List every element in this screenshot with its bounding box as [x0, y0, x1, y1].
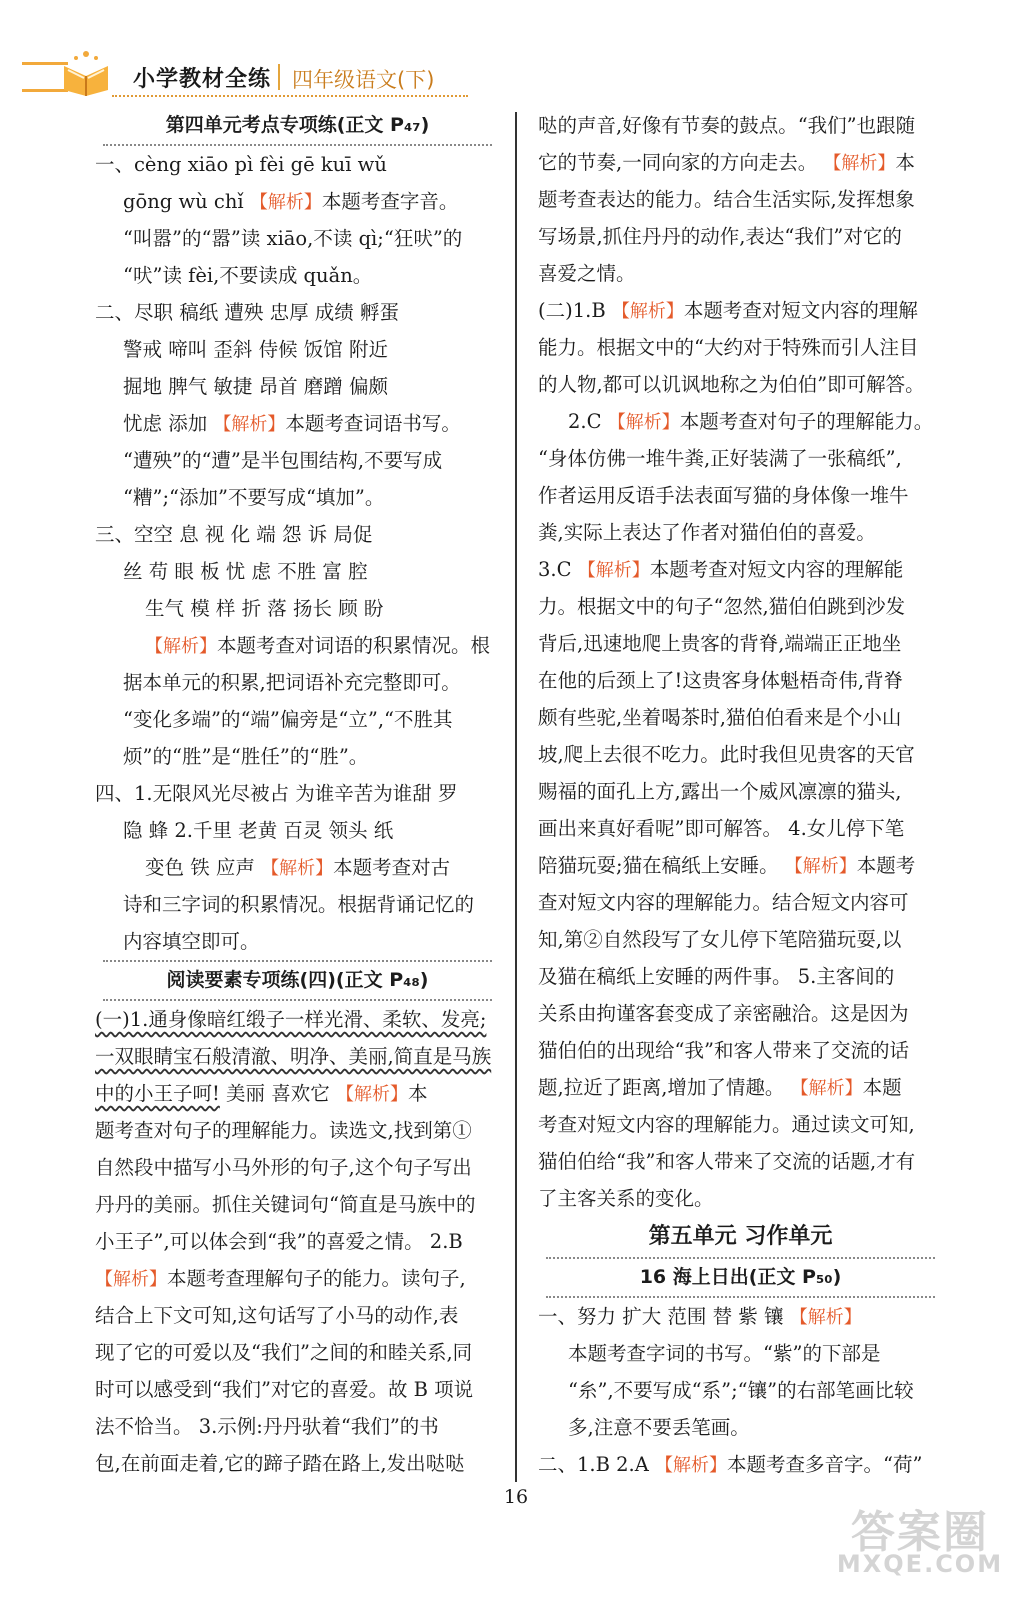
analysis-tag: 【解析】: [335, 1084, 408, 1105]
line-text: 喜爱之情。: [538, 262, 636, 285]
text-line: [95, 1186, 500, 1223]
analysis-text: 本题考查词语书写。: [285, 412, 461, 435]
text-line: [538, 625, 943, 662]
line-text: 3.C: [538, 558, 578, 581]
analysis-text: 本题考查对短文内容的理解能: [649, 558, 904, 581]
line-text: 查对短文内容的理解能力。结合短文内容可: [538, 891, 909, 914]
text-line: [538, 514, 943, 551]
text-line: [95, 1112, 500, 1149]
text-line: [95, 1297, 500, 1334]
analysis-text: 本题考查多音字。“荷”: [727, 1453, 923, 1476]
header-rule: [112, 95, 468, 97]
line-text: 坡,爬上去很不吃力。此时我但见贵客的天官: [538, 743, 915, 766]
text-line: [95, 294, 500, 331]
text-line: [95, 1371, 500, 1408]
text-line: [538, 810, 943, 847]
text-line: [538, 1069, 943, 1106]
text-line: [95, 146, 500, 183]
text-line: [95, 1001, 500, 1038]
line-text: 丝 苟 眼 板 忧 虑 不胜 富 腔: [123, 560, 368, 583]
text-line: [538, 1335, 943, 1372]
text-line: [538, 1032, 943, 1069]
line-text: 烦”的“胜”是“胜任”的“胜”。: [123, 745, 369, 768]
text-line: [538, 884, 943, 921]
line-text: 题,拉近了距离,增加了情趣。: [538, 1076, 791, 1099]
underlined-answer: 中的小王子呵!: [95, 1082, 220, 1105]
text-line: [95, 1038, 500, 1075]
section-title: [538, 1217, 943, 1257]
line-text: 了主客关系的变化。: [538, 1187, 714, 1210]
page-number: 16: [503, 1486, 529, 1508]
line-text: 写场景,抓住丹丹的动作,表达“我们”对它的: [538, 225, 902, 248]
column-divider: [515, 112, 517, 1482]
header-separator: [278, 64, 280, 90]
text-line: [538, 736, 943, 773]
text-line: [538, 773, 943, 810]
text-line: [95, 1223, 500, 1260]
text-line: [538, 921, 943, 958]
line-text: 变色 铁 应声: [145, 856, 262, 879]
text-line: [538, 440, 943, 477]
text-line: [538, 995, 943, 1032]
section-title: [546, 1257, 935, 1298]
series-title: 小学教材全练: [133, 67, 272, 92]
line-text: 时可以感受到“我们”对它的喜爱。故 B 项说: [95, 1378, 474, 1401]
text-line: [95, 775, 500, 812]
text-line: [538, 329, 943, 366]
text-line: [95, 738, 500, 775]
line-text: 颇有些驼,坐着喝茶时,猫伯伯看来是个小山: [538, 706, 902, 729]
analysis-tag: 【解析】: [611, 301, 684, 322]
line-text: gōng wù chǐ: [123, 190, 250, 213]
text-line: [95, 664, 500, 701]
text-line: [95, 701, 500, 738]
line-text: “吠”读 fèi,不要读成 quǎn。: [123, 264, 373, 287]
analysis-text: 本题考查对句子的理解能力。: [679, 410, 934, 433]
text-line: [95, 1334, 500, 1371]
text-line: [538, 1372, 943, 1409]
line-text: “遭殃”的“遭”是半包围结构,不要写成: [123, 449, 443, 472]
text-line: [95, 479, 500, 516]
text-line: [95, 1075, 500, 1112]
line-text: 作者运用反语手法表面写猫的身体像一堆牛: [538, 484, 909, 507]
line-text: “叫嚣”的“嚣”读 xiāo,不读 qì;“狂吠”的: [123, 227, 463, 250]
line-text: 16 海上日出(正文 P₅₀): [639, 1266, 842, 1288]
analysis-text: 本题考: [856, 854, 916, 877]
text-line: [538, 847, 943, 884]
text-line: [95, 812, 500, 849]
text-line: [538, 255, 943, 292]
line-text: 知,第②自然段写了女儿停下笔陪猫玩耍,以: [538, 928, 902, 951]
text-line: [95, 405, 500, 442]
line-text: 在他的后颈上了!这贵客身体魁梧奇伟,背脊: [538, 669, 904, 692]
right-column: [538, 107, 943, 1483]
analysis-text: 本: [895, 151, 915, 174]
text-line: [95, 590, 500, 627]
text-line: [95, 553, 500, 590]
line-text: 据本单元的积累,把词语补充完整即可。: [123, 671, 461, 694]
line-text: 阅读要素专项练(四)(正文 P₄₈): [166, 969, 429, 991]
line-text: 三、空空 息 视 化 端 怨 诉 局促: [95, 523, 373, 546]
line-text: 一、努力 扩大 范围 替 紫 镶: [538, 1305, 790, 1328]
line-text: “身体仿佛一堆牛粪,正好装满了一张稿纸”,: [538, 447, 902, 470]
analysis-tag: 【解析】: [213, 414, 286, 435]
text-line: [538, 292, 943, 329]
analysis-tag: 【解析】: [790, 1078, 863, 1099]
text-line: [95, 627, 500, 664]
text-line: [538, 366, 943, 403]
line-text: 赐福的面孔上方,露出一个威风凛凛的猫头,: [538, 780, 902, 803]
line-text: 猫伯伯给“我”和客人带来了交流的话题,才有: [538, 1150, 916, 1173]
line-text: 关系由拘谨客套变成了亲密融洽。这是因为: [538, 1002, 909, 1025]
text-line: [538, 699, 943, 736]
text-line: [95, 183, 500, 220]
line-text: 的人物,都可以讥讽地称之为伯伯”即可解答。: [538, 373, 925, 396]
text-line: [95, 220, 500, 257]
text-line: [95, 331, 500, 368]
line-text: 本题考查字词的书写。“紫”的下部是: [568, 1342, 881, 1365]
analysis-text: 本题考查对词语的积累情况。根: [217, 634, 491, 657]
text-line: [95, 886, 500, 923]
text-line: [95, 1260, 500, 1297]
text-line: [95, 368, 500, 405]
text-line: [95, 442, 500, 479]
line-text: 生气 模 样 折 落 扬长 顾 盼: [145, 597, 384, 620]
line-text: 自然段中描写小马外形的句子,这个句子写出: [95, 1156, 472, 1179]
text-line: [538, 1143, 943, 1180]
line-text: 隐 蜂 2.千里 老黄 百灵 领头 纸: [123, 819, 394, 842]
analysis-text: 本题考查字音。: [321, 190, 459, 213]
analysis-tag: 【解析】: [607, 412, 680, 433]
text-line: [538, 662, 943, 699]
watermark-url: MXQE.COM: [836, 1550, 1004, 1578]
text-line: [538, 958, 943, 995]
analysis-tag: 【解析】: [95, 1269, 167, 1290]
analysis-text: 本题: [862, 1076, 902, 1099]
line-text: (二)1.B: [538, 299, 612, 322]
line-text: 四、1.无限风光尽被占 为谁辛苦为谁甜 罗: [95, 782, 458, 805]
line-text: 警戒 啼叫 歪斜 侍候 饭馆 附近: [123, 338, 388, 361]
text-line: [538, 403, 943, 440]
line-text: 它的节奏,一同向家的方向走去。: [538, 151, 824, 174]
line-text: 力。根据文中的句子“忽然,猫伯伯跳到沙发: [538, 595, 906, 618]
analysis-tag: 【解析】: [261, 858, 334, 879]
text-line: [538, 107, 943, 144]
analysis-tag: 【解析】: [784, 856, 857, 877]
line-text: 及猫在稿纸上安睡的两件事。 5.主客间的: [538, 965, 895, 988]
analysis-text: 本题考查理解句子的能力。读句子,: [167, 1267, 466, 1290]
text-line: [95, 849, 500, 886]
line-text: 考查对短文内容的理解能力。通过读文可知,: [538, 1113, 915, 1136]
text-line: [538, 1446, 943, 1483]
page-header: [0, 0, 1032, 110]
line-text: 忧虑 添加: [123, 412, 214, 435]
line-text: 一、cèng xiāo pì fèi gē kuī wǔ: [95, 153, 387, 176]
line-text: 第五单元 习作单元: [648, 1224, 833, 1249]
text-line: [538, 551, 943, 588]
line-text: 小王子”,可以体会到“我”的喜爱之情。 2.B: [95, 1230, 463, 1253]
line-text: 陪猫玩耍;猫在稿纸上安睡。: [538, 854, 785, 877]
left-column: [95, 107, 500, 1482]
line-text: 内容填空即可。: [123, 930, 260, 953]
watermark-logo: [830, 1496, 1010, 1586]
analysis-tag: 【解析】: [145, 636, 217, 657]
text-line: [538, 1180, 943, 1217]
book-logo-icon: [58, 46, 114, 98]
line-text: 多,注意不要丢笔画。: [568, 1416, 750, 1439]
line-text: 猫伯伯的出现给“我”和客人带来了交流的话: [538, 1039, 909, 1062]
line-text: 结合上下文可知,这句话写了小马的动作,表: [95, 1304, 459, 1327]
analysis-text: 本题考查对短文内容的理解: [683, 299, 918, 322]
text-line: [95, 516, 500, 553]
line-text: 能力。根据文中的“大约对于特殊而引人注目: [538, 336, 919, 359]
underlined-answer: 一双眼睛宝石般清澈、明净、美丽,简直是马族: [95, 1045, 492, 1068]
line-text: 法不恰当。 3.示例:丹丹驮着“我们”的书: [95, 1415, 439, 1438]
line-text: 第四单元考点专项练(正文 P₄₇): [165, 114, 430, 136]
line-text: 掘地 脾气 敏捷 昂首 磨蹭 偏颇: [123, 375, 388, 398]
line-text: 诗和三字词的积累情况。根据背诵记忆的: [123, 893, 475, 916]
line-text: 哒的声音,好像有节奏的鼓点。“我们”也跟随: [538, 114, 916, 137]
text-line: [95, 1445, 500, 1482]
analysis-tag: 【解析】: [577, 560, 650, 581]
underlined-answer: (一)1.通身像暗红缎子一样光滑、柔软、发亮;: [95, 1008, 487, 1031]
text-line: [95, 1408, 500, 1445]
text-line: [538, 144, 943, 181]
line-text: 粪,实际上表达了作者对猫伯伯的喜爱。: [538, 521, 876, 544]
text-line: [538, 1409, 943, 1446]
text-line: [95, 1149, 500, 1186]
section-title: [103, 960, 492, 1001]
line-text: 现了它的可爱以及“我们”之间的和睦关系,同: [95, 1341, 473, 1364]
analysis-tag: 【解析】: [249, 192, 322, 213]
analysis-text: 本题考查对古: [333, 856, 451, 879]
text-line: [95, 257, 500, 294]
subject-label: 四年级语文(下): [292, 68, 435, 92]
line-text: 2.C: [568, 410, 608, 433]
line-text: 画出来真好看呢”即可解答。 4.女儿停下笔: [538, 817, 905, 840]
text-line: [538, 1106, 943, 1143]
text-line: [95, 923, 500, 960]
section-title: [103, 107, 492, 146]
line-text: 包,在前面走着,它的蹄子踏在路上,发出哒哒: [95, 1452, 465, 1475]
line-text: 背后,迅速地爬上贵客的背脊,端端正正地坐: [538, 632, 902, 655]
watermark-text: 答案圈: [851, 1507, 989, 1558]
line-text: “糸”,不要写成“系”;“镶”的右部笔画比较: [568, 1379, 914, 1402]
text-line: [538, 1298, 943, 1335]
line-text: 题考查表达的能力。结合生活实际,发挥想象: [538, 188, 915, 211]
line-text: 题考查对句子的理解能力。读选文,找到第①: [95, 1119, 472, 1142]
line-text: “变化多端”的“端”偏旁是“立”,“不胜其: [123, 708, 453, 731]
text-line: [538, 588, 943, 625]
text-line: [538, 477, 943, 514]
analysis-tag: 【解析】: [789, 1307, 862, 1328]
line-text: 二、尽职 稿纸 遭殃 忠厚 成绩 孵蛋: [95, 301, 399, 324]
analysis-text: 本: [407, 1082, 428, 1105]
line-text: 丹丹的美丽。抓住关键词句“简直是马族中的: [95, 1193, 476, 1216]
answer-text: 美丽 喜欢它: [219, 1082, 336, 1105]
analysis-tag: 【解析】: [823, 153, 896, 174]
text-line: [538, 181, 943, 218]
line-text: “糟”;“添加”不要写成“填加”。: [123, 486, 385, 509]
analysis-tag: 【解析】: [655, 1455, 728, 1476]
line-text: 二、1.B 2.A: [538, 1453, 656, 1476]
text-line: [538, 218, 943, 255]
